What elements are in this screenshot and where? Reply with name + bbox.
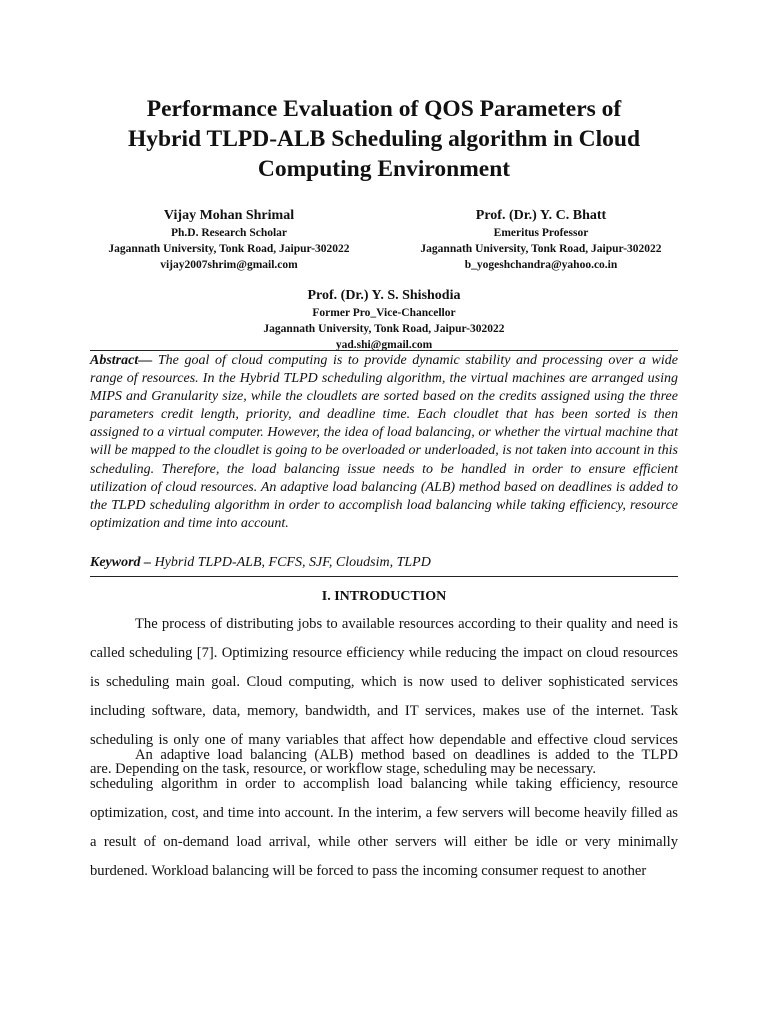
body-paragraph-1: The process of distributing jobs to available resources according to their quality and need is called scheduling [7]. Optimizing resource efficiency while reducing the impact on cloud resources is scheduling main goal. Cloud computing, which is now used to deliver sophisticated services including software, data, memory, bandwidth, and IT services, makes use of the internet. Task scheduling is only one of many variables that affect how dependable and effective cloud services are. Depending on the task, resource, or workflow stage, scheduling may be necessary. [90, 616, 678, 778]
title-line-3: Computing Environment [257, 156, 511, 182]
paper-title [80, 94, 688, 184]
author-block-2 [400, 207, 682, 273]
abstract-text: The goal of cloud computing is to provide dynamic stability and processing over a wide range of resources. In the Hybrid TLPD scheduling algorithm, the virtual machines are arranged using MIPS and Granularity size, while the cloudlets are sorted based on the credits assigned using the three parameters credit length, priority, and deadline time. Each cloudlet that has been sorted is then assigned to a virtual computer. However, the idea of load balancing, or whether the virtual machine that will be mapped to the cloudlet is going to be overloaded or underloaded, is not taken into account in this scheduling. Therefore, the load balancing issue needs to be handled in order to ensure efficient utilization of cloud resources. An adaptive load balancing (ALB) method based on deadlines is added to the TLPD scheduling algorithm in order to accomplish load balancing while taking efficiency, resource optimization and time into account. [90, 353, 678, 531]
author-affiliation: Jagannath University, Tonk Road, Jaipur-302022 [263, 323, 505, 335]
title-line-2: Hybrid TLPD-ALB Scheduling algorithm in Cloud [127, 126, 641, 152]
author-email: b_yogeshchandra@yahoo.co.in [464, 259, 618, 271]
author-role: Emeritus Professor [493, 227, 589, 239]
title-line-1: Performance Evaluation of QOS Parameters of [146, 96, 622, 122]
keyword-text: Hybrid TLPD-ALB, FCFS, SJF, Cloudsim, TLPD [151, 555, 431, 570]
abstract-bottom-rule [90, 576, 678, 577]
section-heading: I. INTRODUCTION [321, 589, 447, 604]
author-block-1 [84, 207, 374, 273]
author-name: Prof. (Dr.) Y. C. Bhatt [475, 208, 607, 223]
author-affiliation: Jagannath University, Tonk Road, Jaipur-302022 [108, 243, 350, 255]
abstract [90, 352, 678, 533]
keywords [90, 554, 678, 572]
author-role: Ph.D. Research Scholar [170, 227, 288, 239]
author-name: Prof. (Dr.) Y. S. Shishodia [307, 288, 461, 303]
author-role: Former Pro_Vice-Chancellor [312, 307, 456, 319]
author-block-3 [234, 287, 534, 353]
abstract-top-rule [90, 350, 678, 351]
body-paragraph-2: An adaptive load balancing (ALB) method based on deadlines is added to the TLPD scheduling algorithm in order to accomplish load balancing while taking efficiency, resource optimization, cost, and time into account. In the interim, a few servers will become heavily filled as a result of on-demand load arrival, while other servers will either be idle or very minimally burdened. Workload balancing will be forced to pass the incoming consumer request to another [90, 747, 678, 880]
author-affiliation: Jagannath University, Tonk Road, Jaipur-302022 [420, 243, 662, 255]
keyword-label: Keyword – [90, 555, 152, 570]
author-name: Vijay Mohan Shrimal [163, 208, 295, 223]
author-email: vijay2007shrim@gmail.com [160, 259, 298, 271]
author-email: yad.shi@gmail.com [335, 339, 433, 351]
abstract-label: Abstract— [90, 353, 153, 368]
